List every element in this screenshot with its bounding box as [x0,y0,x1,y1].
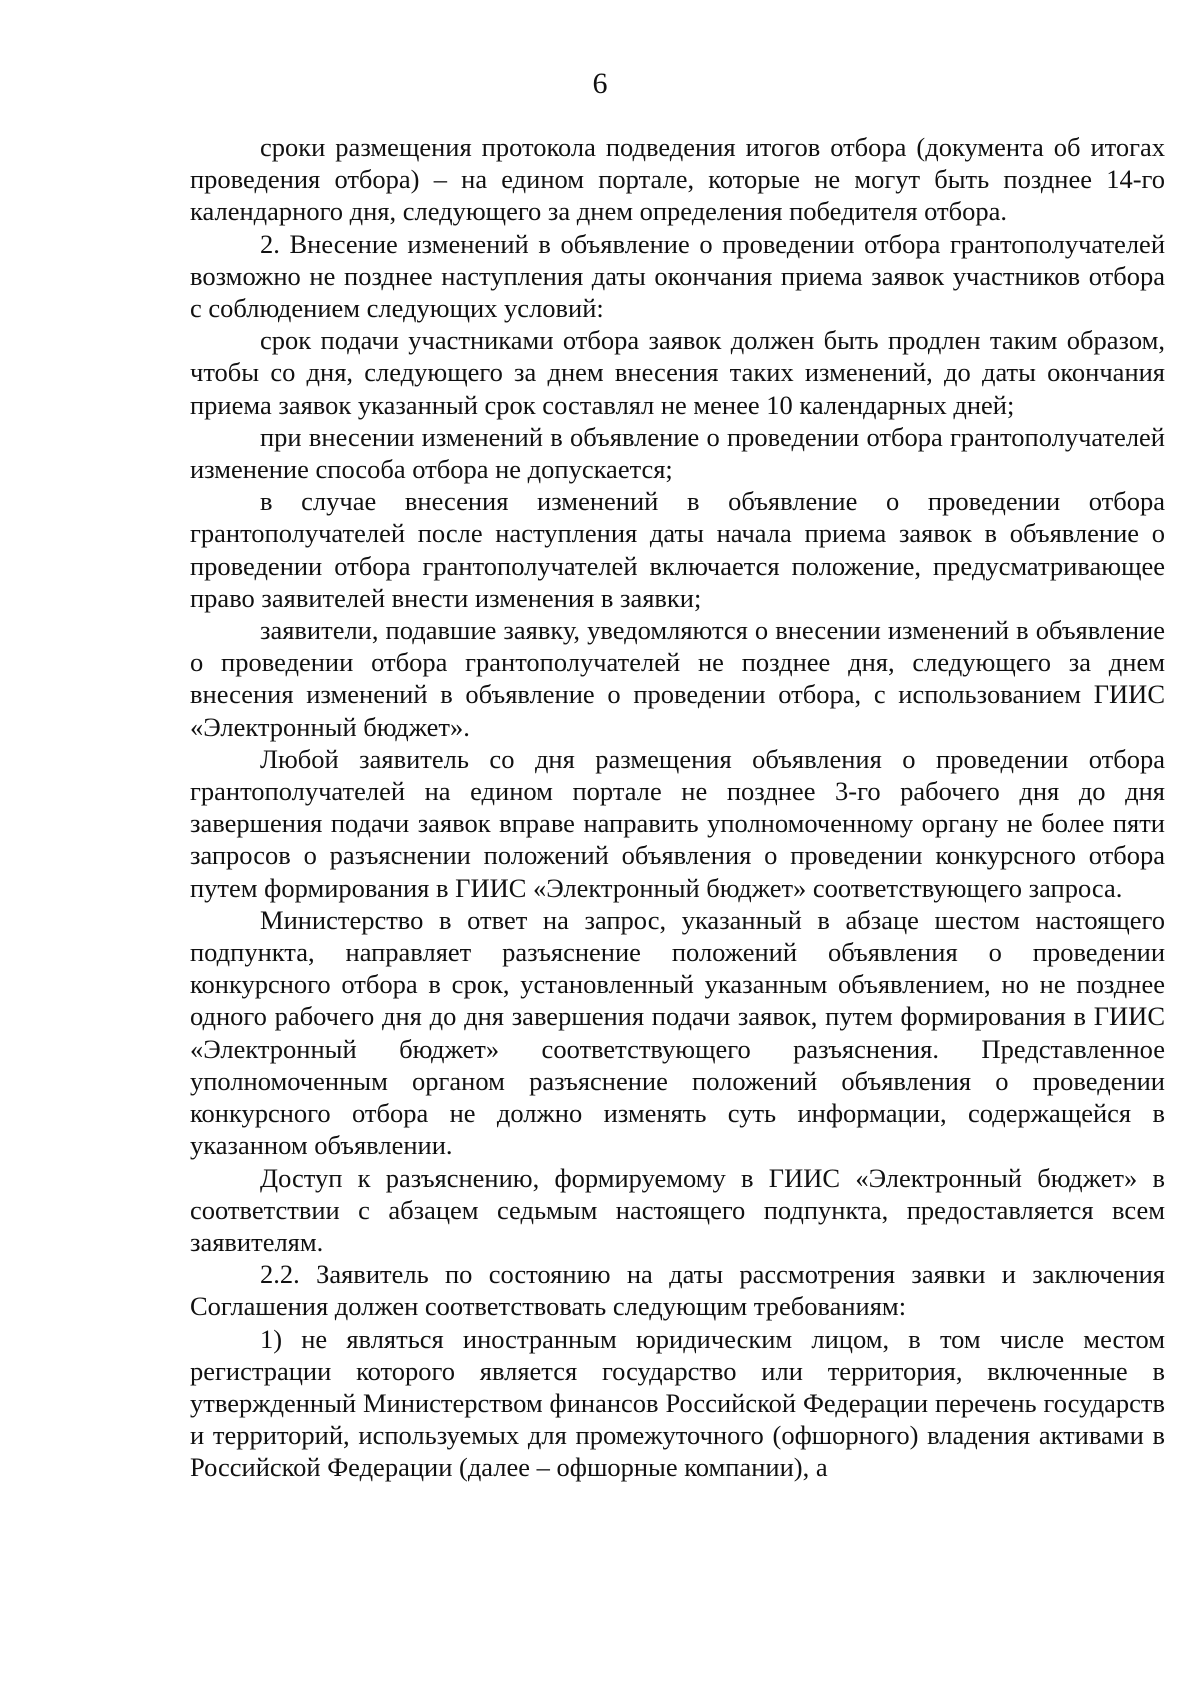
paragraph-2: 2. Внесение изменений в объявление о проведении отбора грантополучателей возможно не позднее наступления даты окончания приема заявок участников отбора с соблюдением следующих условий: [190,228,1165,324]
document-body [190,131,1165,1484]
paragraph-5: в случае внесения изменений в объявление о проведении отбора грантополучателей после наступления даты начала приема заявок в объявление о проведении отбора грантополучателей включается положение, предусматривающее право заявителей внести изменения в заявки; [190,486,1165,613]
paragraph-4: при внесении изменений в объявление о проведении отбора грантополучателей изменение способа отбора не допускается; [190,421,1165,485]
paragraph-1: сроки размещения протокола подведения итогов отбора (документа об итогах проведения отбора) – на едином портале, которые не могут быть позднее 14-го календарного дня, следующего за днем определения победителя отбора. [190,132,1165,227]
paragraph-9: Доступ к разъяснению, формируемому в ГИИС «Электронный бюджет» в соответствии с абзацем седьмым настоящего подпункта, предоставляется всем заявителям. [190,1162,1165,1257]
page-number: 6 [592,67,608,100]
paragraph-11: 1) не являться иностранным юридическим лицом, в том числе местом регистрации которого является государство или территория, включенные в утвержденный Министерством финансов Российской Федерации перечень государств и территорий, используемых для промежуточного (офшорного) владения активами в Российской Федерации (далее – офшорные компании), а [190,1323,1165,1483]
paragraph-10: 2.2. Заявитель по состоянию на даты рассмотрения заявки и заключения Соглашения должен соответствовать следующим требованиям: [190,1259,1165,1322]
paragraph-7: Любой заявитель со дня размещения объявления о проведении отбора грантополучателей на едином портале не позднее 3-го рабочего дня до дня завершения подачи заявок вправе направить уполномоченному органу не более пяти запросов о разъяснении положений объявления о проведении конкурсного отбора путем формирования в ГИИС «Электронный бюджет» соответствующего запроса. [190,743,1165,903]
paragraph-3: срок подачи участниками отбора заявок должен быть продлен таким образом, чтобы со дня, следующего за днем внесения таких изменений, до даты окончания приема заявок указанный срок составлял не менее 10 календарных дней; [190,325,1165,420]
paragraph-6: заявители, подавшие заявку, уведомляются о внесении изменений в объявление о проведении отбора грантополучателей не позднее дня, следующего за днем внесения изменений в объявление о проведении отбора, с использованием ГИИС «Электронный бюджет». [190,615,1165,742]
paragraph-8: Министерство в ответ на запрос, указанный в абзаце шестом настоящего подпункта, направляет разъяснение положений объявления о проведении конкурсного отбора в срок, установленный указанным объявлением, но не позднее одного рабочего дня до дня завершения подачи заявок, путем формирования в ГИИС «Электронный бюджет» соответствующего разъяснения. Представленное уполномоченным органом разъяснение положений объявления о проведении конкурсного отбора не должно изменять суть информации, содержащейся в указанном объявлении. [190,904,1165,1161]
